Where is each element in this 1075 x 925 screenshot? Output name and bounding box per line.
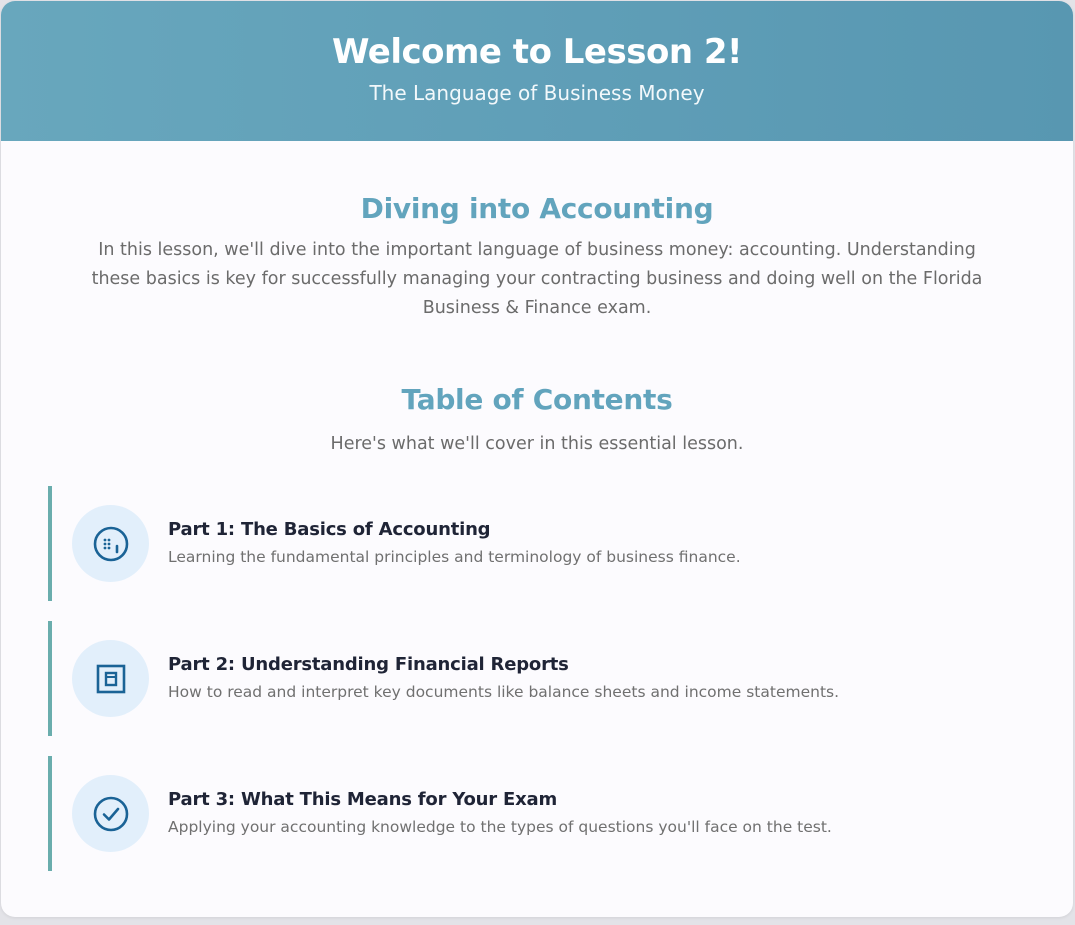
toc-subheading: Here's what we'll cover in this essential lesson. (330, 434, 744, 454)
toc-item-title: Part 1: The Basics of Accounting (168, 519, 491, 540)
dotted-circle-icon (72, 505, 149, 582)
lesson-header (1, 1, 1073, 141)
toc-item-description: Learning the fundamental principles and terminology of business finance. (168, 548, 741, 566)
lesson-subtitle: The Language of Business Money (369, 81, 705, 105)
toc-item-title: Part 3: What This Means for Your Exam (168, 789, 558, 810)
intro-heading: Diving into Accounting (360, 192, 714, 225)
toc-heading: Table of Contents (401, 383, 673, 416)
intro-section (1, 190, 1073, 323)
toc-item-part-2[interactable] (48, 621, 1028, 736)
toc-list (48, 486, 1028, 891)
toc-item-part-3[interactable] (48, 756, 1028, 871)
lesson-card (1, 1, 1073, 917)
toc-item-description: Applying your accounting knowledge to the types of questions you'll face on the test. (168, 818, 832, 836)
toc-item-part-1[interactable] (48, 486, 1028, 601)
intro-paragraph: In this lesson, we'll dive into the important language of business money: accounting. Understanding these basics is key for successfully managing your contracting business and doing well on the Florida Business & Finance exam. (91, 240, 983, 318)
toc-header (1, 381, 1073, 457)
report-document-icon (72, 640, 149, 717)
toc-item-title: Part 2: Understanding Financial Reports (168, 654, 569, 675)
toc-item-description: How to read and interpret key documents like balance sheets and income statements. (168, 683, 840, 701)
lesson-title: Welcome to Lesson 2! (331, 32, 743, 72)
check-circle-icon (72, 775, 149, 852)
